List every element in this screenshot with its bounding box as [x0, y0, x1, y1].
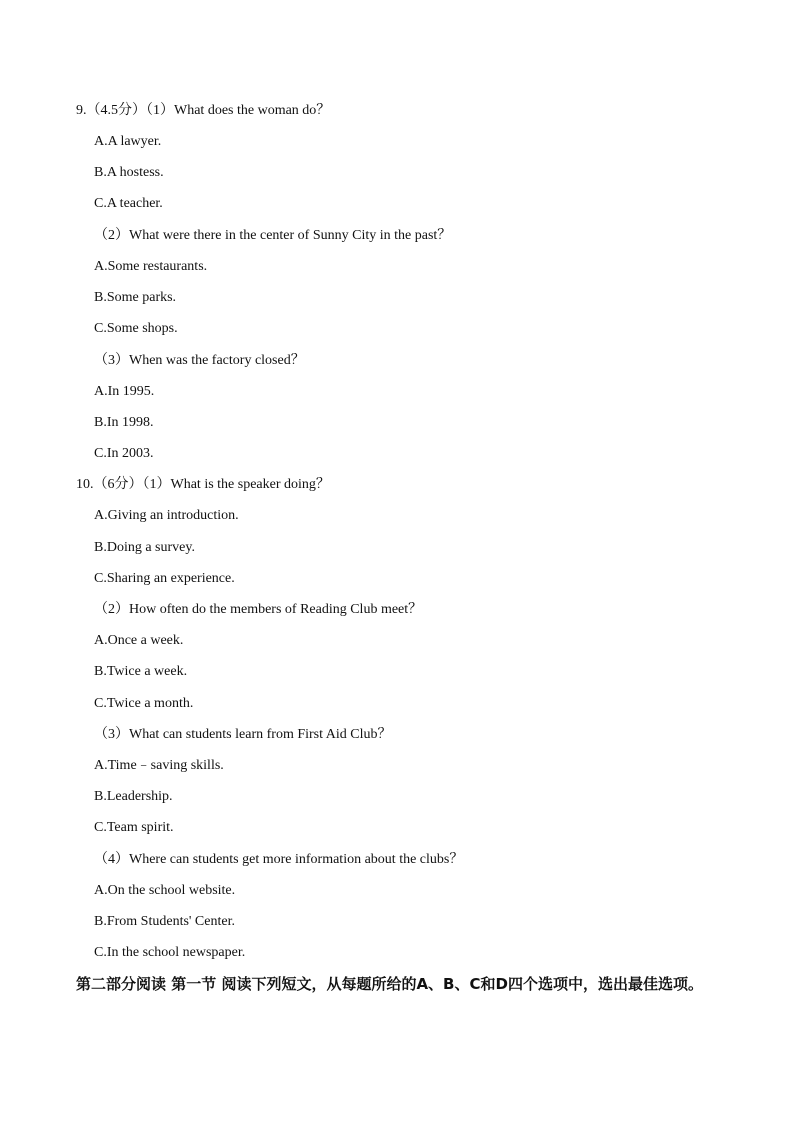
q10-4-option-c: C.In the school newspaper.	[94, 945, 246, 960]
q9-1-option-c: C.A teacher.	[94, 196, 163, 211]
q10-1-option-a: A.Giving an introduction.	[94, 508, 239, 523]
q10-4-option-b: B.From Students' Center.	[94, 914, 235, 929]
q10-2-option-c: C.Twice a month.	[94, 696, 194, 711]
q10-2-option-a: A.Once a week.	[94, 633, 184, 648]
q9-3-option-b: B.In 1998.	[94, 415, 154, 430]
q9-1-option-b: B.A hostess.	[94, 165, 164, 180]
q9-2-prompt: （2）What were there in the center of Sunny City in the past？	[94, 228, 452, 243]
q10-4-prompt: （4）Where can students get more information about the clubs？	[94, 852, 464, 867]
question-10-heading: 10.（6分）（1）What is the speaker doing？	[76, 477, 330, 492]
q10-1-option-b: B.Doing a survey.	[94, 540, 195, 555]
q10-1-option-c: C.Sharing an experience.	[94, 571, 235, 586]
q9-2-option-b: B.Some parks.	[94, 290, 177, 305]
q10-3-prompt: （3）What can students learn from First Aid Club？	[94, 727, 392, 742]
q10-3-option-a: A.Time﹣saving skills.	[94, 758, 224, 773]
q9-3-prompt: （3）When was the factory closed？	[94, 353, 305, 368]
q10-3-option-b: B.Leadership.	[94, 789, 173, 804]
question-9-heading: 9.（4.5分）（1）What does the woman do？	[76, 103, 331, 118]
q10-2-prompt: （2）How often do the members of Reading Club meet？	[94, 602, 423, 617]
q10-2-option-b: B.Twice a week.	[94, 664, 188, 679]
q9-3-option-c: C.In 2003.	[94, 446, 154, 461]
q9-3-option-a: A.In 1995.	[94, 384, 155, 399]
q9-2-option-c: C.Some shops.	[94, 321, 178, 336]
q10-3-option-c: C.Team spirit.	[94, 820, 174, 835]
q9-2-option-a: A.Some restaurants.	[94, 259, 208, 274]
q9-1-option-a: A.A lawyer.	[94, 134, 162, 149]
q10-4-option-a: A.On the school website.	[94, 883, 236, 898]
reading-section-heading: 第二部分阅读 第一节 阅读下列短文，从每题所给的A、B、C和D四个选项中，选出最佳选项。	[76, 975, 703, 993]
